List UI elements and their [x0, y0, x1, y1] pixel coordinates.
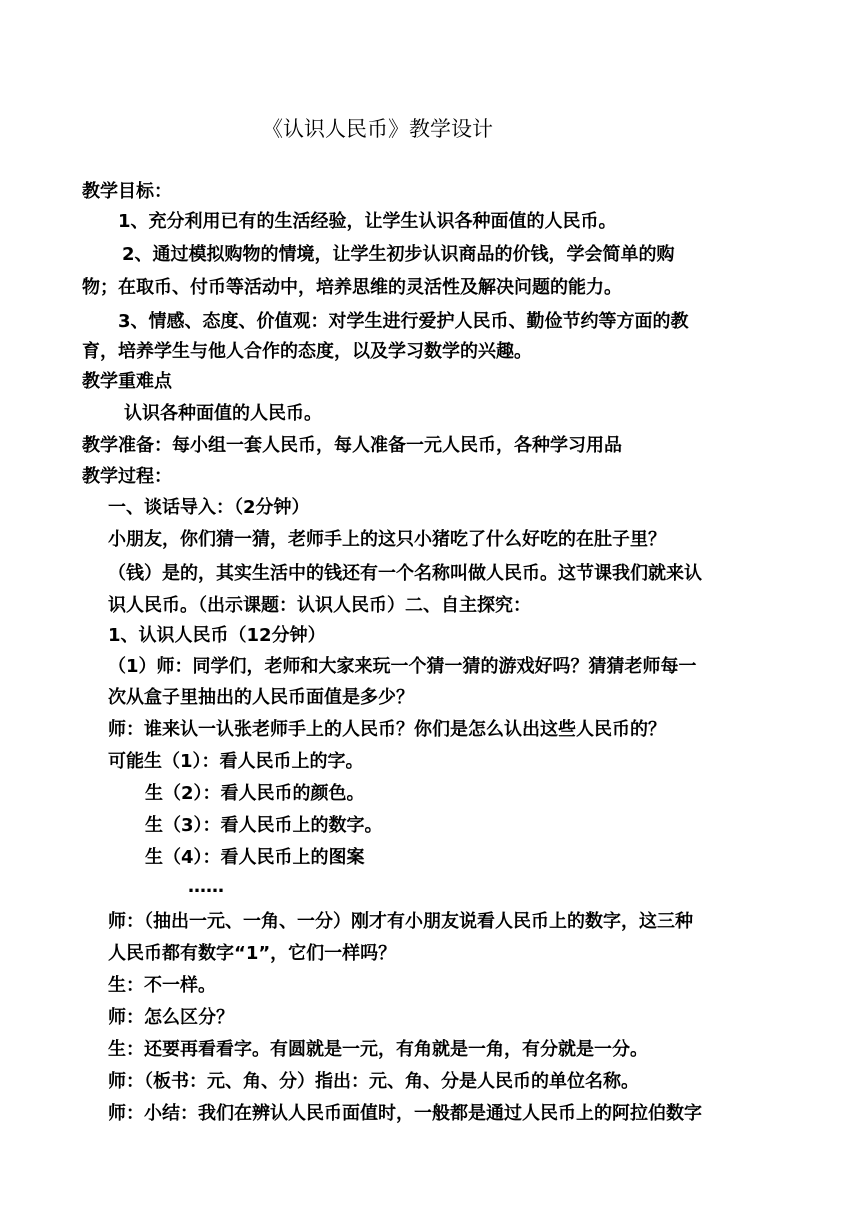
paragraph-line: 3、情感、态度、价值观：对学生进行爱护人民币、勤俭节约等方面的教	[118, 311, 689, 332]
paragraph-line: 可能生（1）：看人民币上的字。	[108, 751, 364, 772]
paragraph-line: 1、充分利用已有的生活经验，让学生认识各种面值的人民币。	[118, 211, 617, 232]
paragraph-line: 生（3）：看人民币上的数字。	[145, 815, 383, 836]
paragraph-line: 生：还要再看看字。有圆就是一元，有角就是一角，有分就是一分。	[108, 1039, 648, 1060]
paragraph-line: （1）师：同学们，老师和大家来玩一个猜一猜的游戏好吗？猜猜老师每一	[108, 656, 697, 677]
paragraph-line: 物；在取币、付币等活动中，培养思维的灵活性及解决问题的能力。	[82, 277, 622, 298]
paragraph-line: 2、通过模拟购物的情境，让学生初步认识商品的价钱，学会简单的购	[122, 244, 675, 265]
paragraph-line: 认识各种面值的人民币。	[124, 403, 322, 424]
paragraph-line: 识人民币。（出示课题：认识人民币）二、自主探究：	[108, 595, 531, 616]
paragraph-line: 小朋友，你们猜一猜，老师手上的这只小猪吃了什么好吃的在肚子里？	[108, 529, 666, 550]
paragraph-line: 次从盒子里抽出的人民币面值是多少？	[108, 687, 414, 708]
paragraph-line: 师：怎么区分？	[108, 1007, 234, 1028]
paragraph-line: 生（2）：看人民币的颜色。	[145, 783, 365, 804]
paragraph-line: 师：小结：我们在辨认人民币面值时，一般都是通过人民币上的阿拉伯数字	[108, 1103, 702, 1124]
document-title: 《认识人民币》教学设计	[262, 117, 493, 141]
section-heading-preparation: 教学准备：每小组一套人民币，每人准备一元人民币，各种学习用品	[82, 435, 622, 456]
paragraph-line: 生：不一样。	[108, 975, 216, 996]
paragraph-line: 育，培养学生与他人合作的态度，以及学习数学的兴趣。	[82, 341, 532, 362]
paragraph-line: 师：（板书：元、角、分）指出：元、角、分是人民币的单位名称。	[108, 1071, 639, 1092]
section-heading-objectives: 教学目标：	[82, 181, 172, 202]
paragraph-line: 一、谈话导入：（2分钟）	[108, 497, 310, 518]
paragraph-line: 师：谁来认一认张老师手上的人民币？你们是怎么认出这些人民币的？	[108, 719, 666, 740]
ellipsis-line: ……	[188, 876, 224, 897]
section-heading-process: 教学过程：	[82, 466, 172, 487]
paragraph-line: 1、认识人民币（12分钟）	[108, 625, 326, 646]
paragraph-line: 生（4）：看人民币上的图案	[145, 847, 365, 868]
section-heading-key-points: 教学重难点	[82, 371, 172, 392]
paragraph-line: 人民币都有数字“1”，它们一样吗？	[108, 943, 397, 964]
paragraph-line: 师：（抽出一元、一角、一分）刚才有小朋友说看人民币上的数字，这三种	[108, 911, 693, 932]
paragraph-line: （钱）是的，其实生活中的钱还有一个名称叫做人民币。这节课我们就来认	[108, 563, 702, 584]
